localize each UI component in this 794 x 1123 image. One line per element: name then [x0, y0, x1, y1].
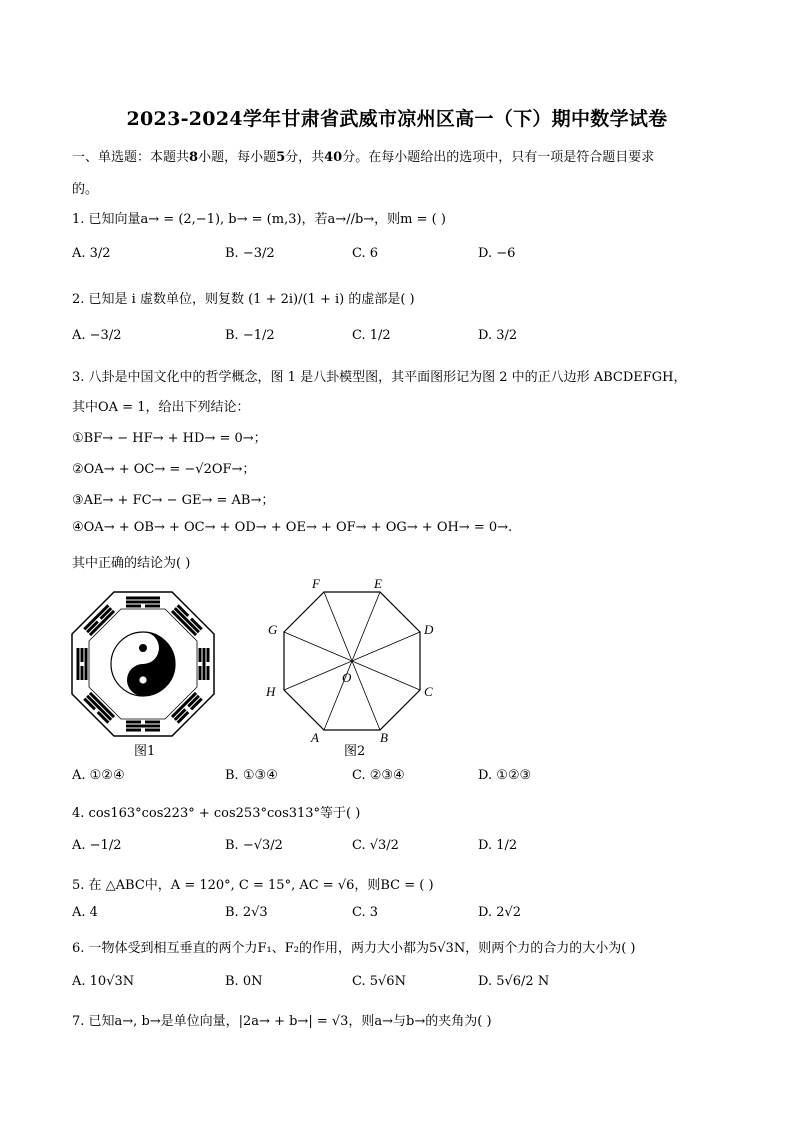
- section-heading: 一、单选题：本题共8小题，每小题5分，共40分。在每小题给出的选项中，只有一项是符合题目要求: [72, 150, 655, 165]
- q5-option-d: D. 2√2: [478, 905, 522, 920]
- vertex-label-h: H: [266, 684, 276, 699]
- question-5: 5. 在 △ABC中，A = 120°, C = 15°, AC = √6，则BC = ( ): [72, 878, 434, 893]
- q5-option-b: B. 2√3: [225, 905, 268, 920]
- q3-conclusion-3: ③AE→ + FC→ − GE→ = AB→；: [72, 493, 275, 508]
- question-3-line2: 其中OA = 1，给出下列结论：: [72, 400, 250, 415]
- question-3-line1: 3. 八卦是中国文化中的哲学概念，图 1 是八卦模型图，其平面图形记为图 2 中的正八边形 ABCDEFGH，: [72, 370, 687, 385]
- vertex-label-e: E: [374, 576, 382, 591]
- vertex-label-f: F: [312, 576, 320, 591]
- q4-option-d: D. 1/2: [478, 838, 518, 853]
- q4-option-c: C. √3/2: [352, 838, 399, 853]
- vertex-label-b: B: [380, 730, 388, 742]
- q3-option-c: C. ②③④: [352, 768, 405, 783]
- q3-option-d: D. ①②③: [478, 768, 532, 783]
- q3-ask: 其中正确的结论为( ): [72, 556, 191, 571]
- q1-option-a: A. 3/2: [72, 246, 111, 261]
- question-2: 2. 已知是 i 虚数单位，则复数 (1 + 2i)/(1 + i) 的虚部是( ): [72, 292, 415, 307]
- vertex-label-c: C: [424, 684, 433, 699]
- q6-option-b: B. 0N: [225, 974, 263, 989]
- q2-option-c: C. 1/2: [352, 328, 391, 343]
- q6-option-a: A. 10√3N: [72, 974, 135, 989]
- q4-option-a: A. −1/2: [72, 838, 122, 853]
- q1-option-d: D. −6: [478, 246, 516, 261]
- question-7: 7. 已知a→, b→是单位向量，|2a→ + b→| = √3，则a→与b→的夹角为( ): [72, 1014, 492, 1029]
- q1-option-c: C. 6: [352, 246, 379, 261]
- section-heading-cont: 的。: [72, 182, 99, 197]
- q2-option-b: B. −1/2: [225, 328, 275, 343]
- question-6: 6. 一物体受到相互垂直的两个力F₁、F₂的作用，两力大小都为5√3N，则两个力的合力的大小为( ): [72, 941, 636, 956]
- question-1: 1. 已知向量a→ = (2,−1), b→ = (m,3)，若a→//b→，则m = ( ): [72, 212, 446, 227]
- page-title: 2023-2024学年甘肃省武威市凉州区高一（下）期中数学试卷: [126, 108, 668, 130]
- vertex-label-o: O: [342, 670, 352, 685]
- q3-conclusion-2: ②OA→ + OC→ = −√2OF→；: [72, 462, 256, 477]
- question-4: 4. cos163°cos223° + cos253°cos313°等于( ): [72, 806, 361, 821]
- q4-option-b: B. −√3/2: [225, 838, 283, 853]
- figure-1-caption: 图1: [134, 744, 156, 759]
- q3-option-b: B. ①③④: [225, 768, 278, 783]
- q5-option-c: C. 3: [352, 905, 379, 920]
- q5-option-a: A. 4: [72, 905, 98, 920]
- q2-option-d: D. 3/2: [478, 328, 518, 343]
- q3-conclusion-4: ④OA→ + OB→ + OC→ + OD→ + OE→ + OF→ + OG→ + OH→ = 0→.: [72, 520, 513, 535]
- vertex-label-a: A: [311, 730, 319, 742]
- octagon-figure: [262, 576, 442, 742]
- figure-2-caption: 图2: [344, 744, 366, 759]
- q3-option-a: A. ①②④: [72, 768, 125, 783]
- vertex-label-g: G: [268, 622, 278, 637]
- q1-option-b: B. −3/2: [225, 246, 275, 261]
- q6-option-d: D. 5√6/2 N: [478, 974, 550, 989]
- vertex-label-d: D: [424, 622, 434, 637]
- q2-option-a: A. −3/2: [72, 328, 122, 343]
- q6-option-c: C. 5√6N: [352, 974, 406, 989]
- bagua-figure: [70, 590, 216, 738]
- q3-conclusion-1: ①BF→ − HF→ + HD→ = 0→；: [72, 431, 267, 446]
